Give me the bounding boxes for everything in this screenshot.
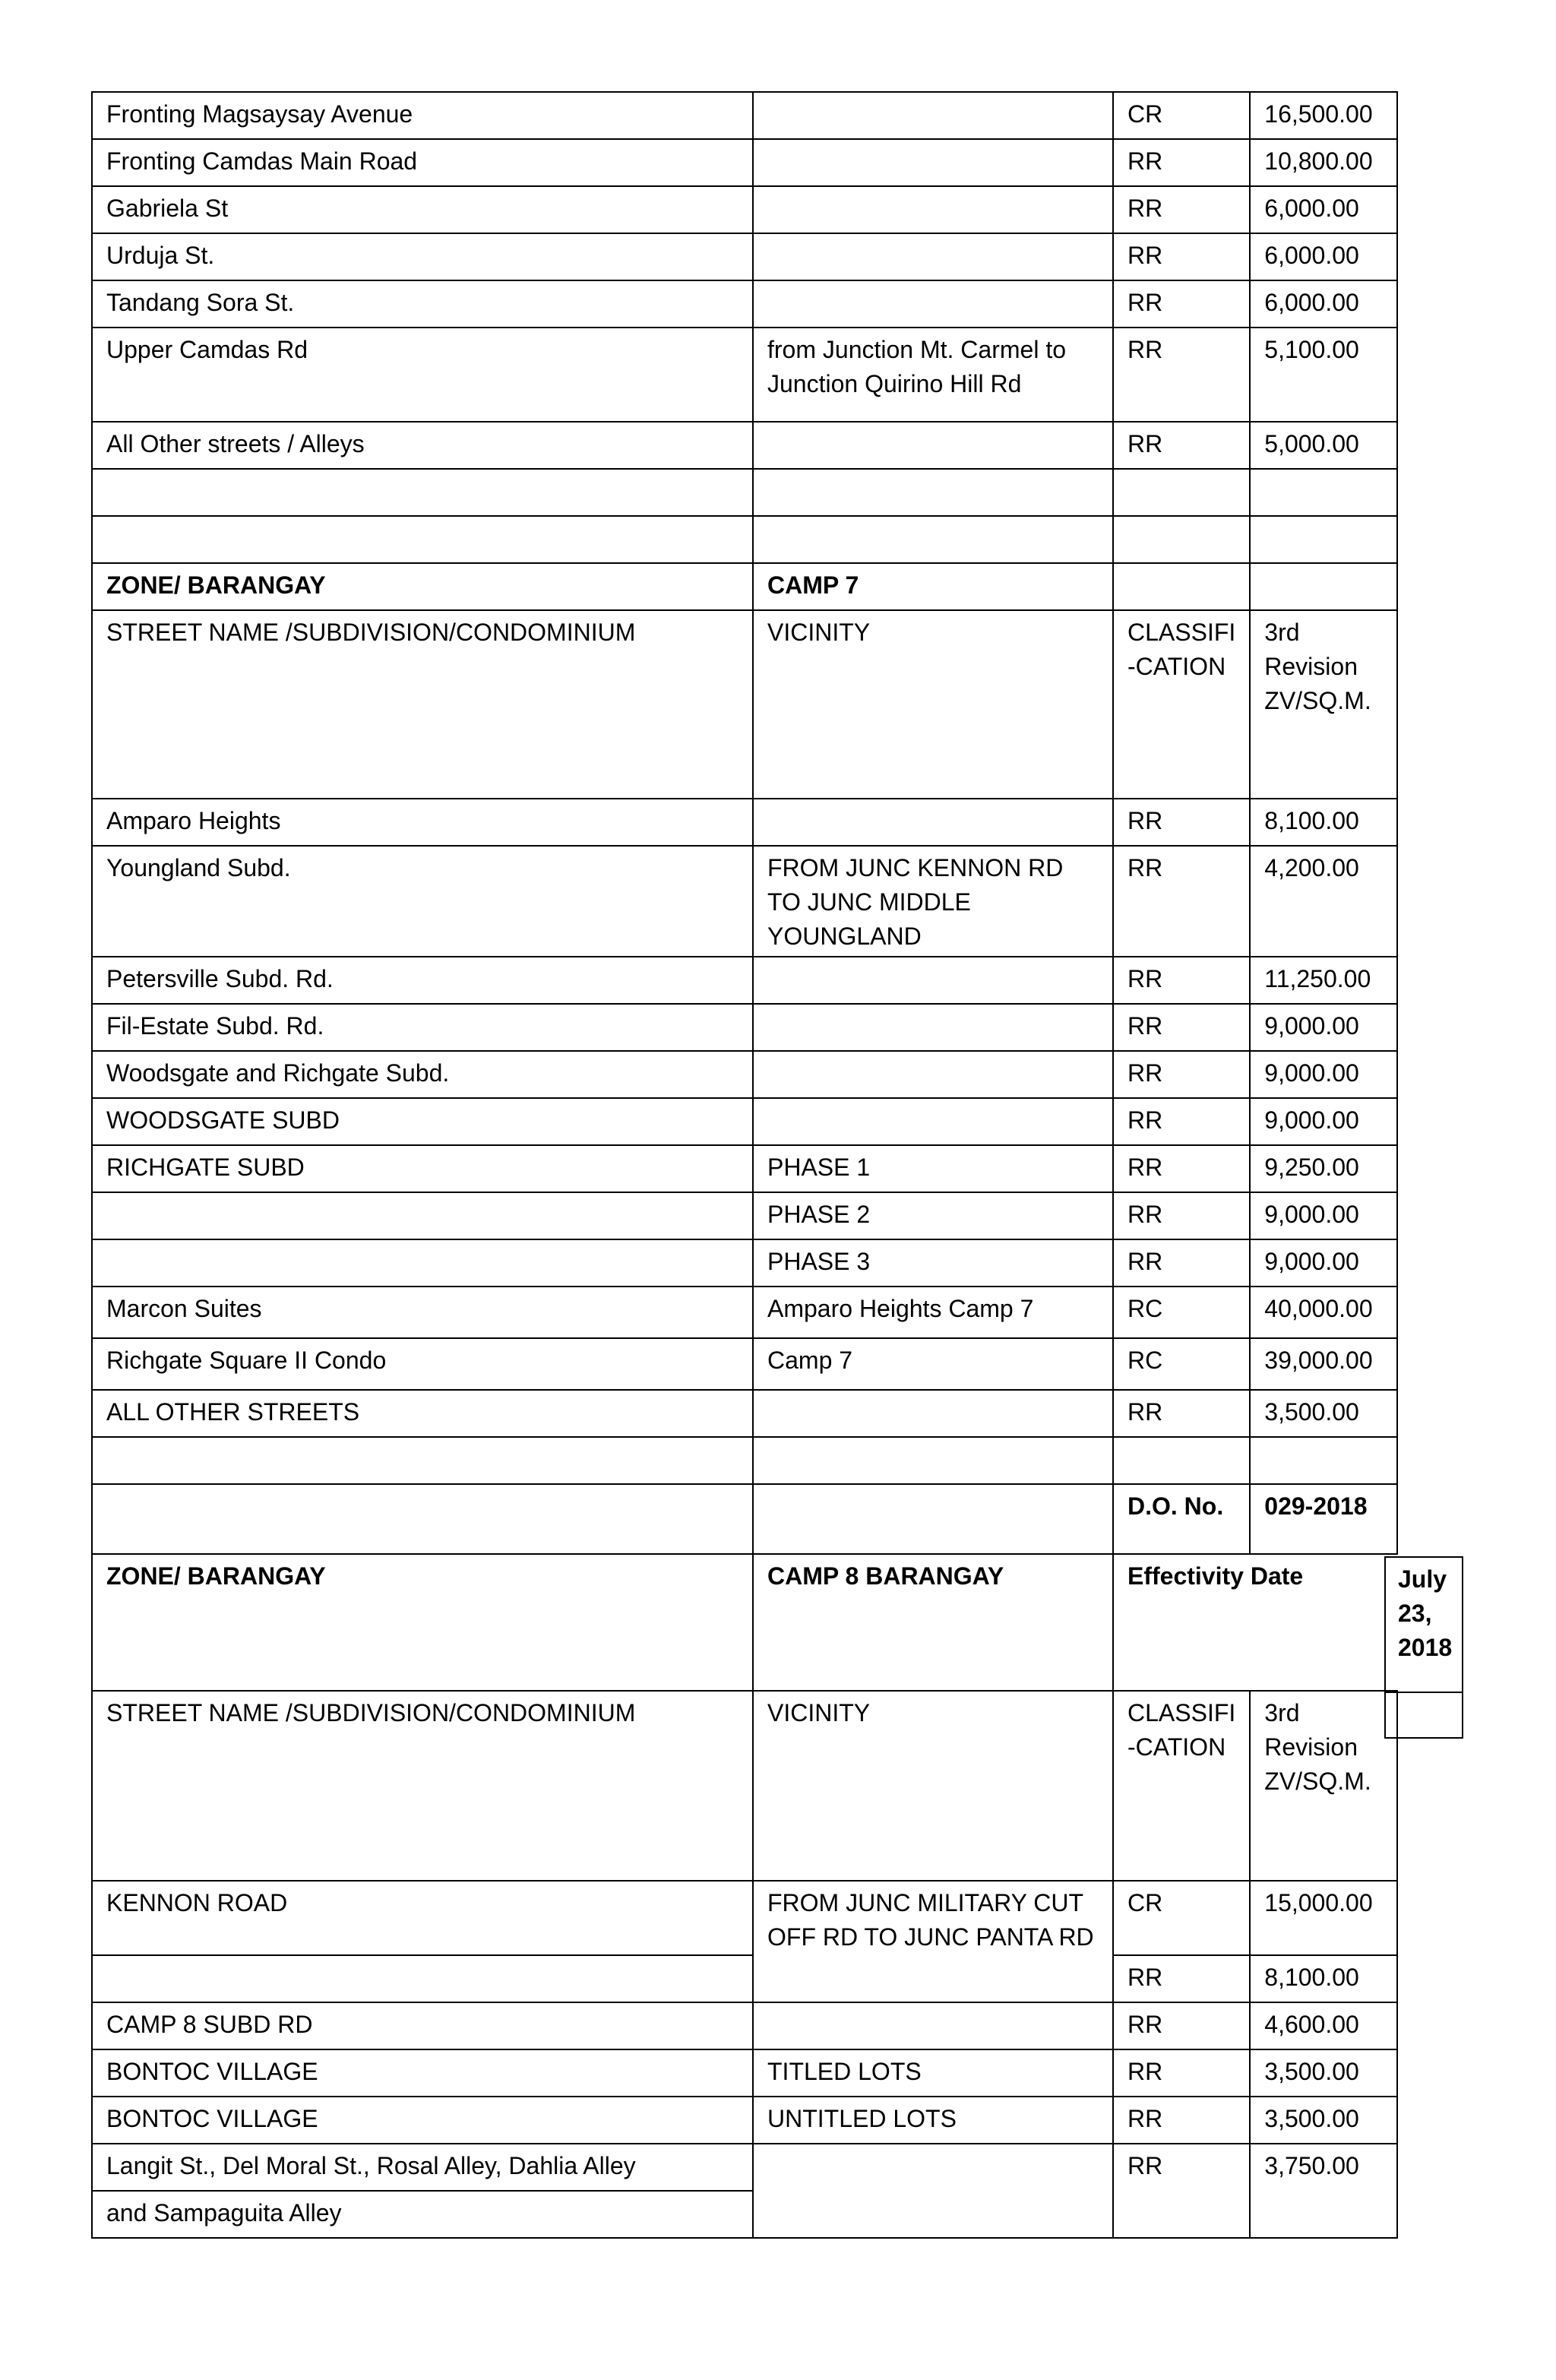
empty-cell <box>1113 1437 1250 1484</box>
table-row <box>92 1051 1397 1098</box>
empty-row <box>92 516 1397 563</box>
empty-cell <box>753 1484 1113 1554</box>
zonal-value-cell: 9,000.00 <box>1250 1098 1397 1145</box>
classification-cell: RR <box>1113 186 1250 233</box>
zone-value: CAMP 7 <box>753 563 1113 610</box>
table-row <box>92 1287 1397 1338</box>
street-header: STREET NAME /SUBDIVISION/CONDOMINIUM <box>92 610 753 799</box>
classification-cell: RR <box>1113 1239 1250 1287</box>
table-row <box>92 233 1397 280</box>
table-row <box>92 1955 1397 2002</box>
empty-cell <box>92 1484 753 1554</box>
zonal-value-cell: 11,250.00 <box>1250 957 1397 1004</box>
effectivity-date-label: Effectivity Date <box>1113 1554 1397 1691</box>
table-row <box>92 2049 1397 2097</box>
table-row <box>92 1338 1397 1390</box>
table-row <box>92 422 1397 469</box>
vicinity-cell <box>753 2144 1113 2238</box>
zonal-value-cell: 3,500.00 <box>1250 2097 1397 2144</box>
empty-cell <box>1250 563 1397 610</box>
zonal-value-cell: 6,000.00 <box>1250 280 1397 328</box>
zone-header-row <box>92 1554 1397 1691</box>
empty-cell <box>1250 516 1397 563</box>
zone-value: CAMP 8 BARANGAY <box>753 1554 1113 1691</box>
empty-cell <box>92 469 753 516</box>
zonal-value-cell: 5,100.00 <box>1250 328 1397 422</box>
table-row <box>92 2144 1397 2191</box>
street-cell: ALL OTHER STREETS <box>92 1390 753 1437</box>
empty-cell <box>92 1437 753 1484</box>
classification-cell: RR <box>1113 2097 1250 2144</box>
vicinity-cell: PHASE 3 <box>753 1239 1113 1287</box>
classification-cell: RR <box>1113 1145 1250 1192</box>
zonal-value-cell: 9,000.00 <box>1250 1004 1397 1051</box>
zonal-value-cell: 10,800.00 <box>1250 139 1397 186</box>
street-cell: CAMP 8 SUBD RD <box>92 2002 753 2049</box>
classification-cell: RR <box>1113 280 1250 328</box>
table-row <box>92 2002 1397 2049</box>
street-cell <box>92 1239 753 1287</box>
table-row <box>92 957 1397 1004</box>
vicinity-cell: PHASE 1 <box>753 1145 1113 1192</box>
zonal-value-cell: 8,100.00 <box>1250 799 1397 846</box>
zonal-value-cell: 9,000.00 <box>1250 1051 1397 1098</box>
classification-cell: RR <box>1113 233 1250 280</box>
street-cell: RICHGATE SUBD <box>92 1145 753 1192</box>
zonal-value-table <box>91 91 1398 2239</box>
vicinity-header: VICINITY <box>753 1691 1113 1881</box>
zonal-value-cell: 3,500.00 <box>1250 1390 1397 1437</box>
empty-cell <box>1113 469 1250 516</box>
street-cell: Woodsgate and Richgate Subd. <box>92 1051 753 1098</box>
classification-cell: RR <box>1113 1192 1250 1239</box>
zonal-value-cell: 4,200.00 <box>1250 846 1397 957</box>
vicinity-cell: FROM JUNC KENNON RD TO JUNC MIDDLE YOUNGLAND <box>753 846 1113 957</box>
zonal-value-cell: 8,100.00 <box>1250 1955 1397 2002</box>
street-cell: Urduja St. <box>92 233 753 280</box>
classification-cell: RC <box>1113 1338 1250 1390</box>
table-row <box>92 92 1397 139</box>
classification-cell: RC <box>1113 1287 1250 1338</box>
vicinity-header: VICINITY <box>753 610 1113 799</box>
zone-label: ZONE/ BARANGAY <box>92 563 753 610</box>
vicinity-cell <box>753 1004 1113 1051</box>
vicinity-cell <box>753 1051 1113 1098</box>
empty-cell <box>1384 1693 1463 1739</box>
empty-cell <box>1113 563 1250 610</box>
vicinity-cell: Camp 7 <box>753 1338 1113 1390</box>
zonal-value-cell: 39,000.00 <box>1250 1338 1397 1390</box>
vicinity-cell: TITLED LOTS <box>753 2049 1113 2097</box>
classification-cell: RR <box>1113 1004 1250 1051</box>
empty-row <box>92 469 1397 516</box>
zonal-value-header: 3rd Revision ZV/SQ.M. <box>1250 1691 1397 1881</box>
zonal-value-header: 3rd Revision ZV/SQ.M. <box>1250 610 1397 799</box>
effectivity-date-value: July 23, 2018 <box>1384 1556 1463 1693</box>
table-row <box>92 1239 1397 1287</box>
zonal-value-cell: 6,000.00 <box>1250 233 1397 280</box>
classification-cell: RR <box>1113 422 1250 469</box>
vicinity-cell <box>753 139 1113 186</box>
do-label: D.O. No. <box>1113 1484 1250 1554</box>
classification-cell: RR <box>1113 957 1250 1004</box>
empty-cell <box>1250 1437 1397 1484</box>
vicinity-cell <box>753 92 1113 139</box>
classification-cell: CR <box>1113 92 1250 139</box>
zonal-value-cell: 9,000.00 <box>1250 1239 1397 1287</box>
classification-cell: RR <box>1113 2049 1250 2097</box>
street-cell: Youngland Subd. <box>92 846 753 957</box>
street-cell: Upper Camdas Rd <box>92 328 753 422</box>
street-cell: Tandang Sora St. <box>92 280 753 328</box>
street-cell: Amparo Heights <box>92 799 753 846</box>
classification-cell: RR <box>1113 2002 1250 2049</box>
zone-header-row <box>92 563 1397 610</box>
classification-cell: RR <box>1113 1955 1250 2002</box>
table-row <box>92 1192 1397 1239</box>
street-cell: KENNON ROAD <box>92 1881 753 1955</box>
vicinity-cell: FROM JUNC MILITARY CUT OFF RD TO JUNC PANTA RD <box>753 1881 1113 2002</box>
zonal-value-cell: 6,000.00 <box>1250 186 1397 233</box>
vicinity-cell <box>753 233 1113 280</box>
table-row <box>92 139 1397 186</box>
effectivity-date-box <box>1384 1556 1463 1739</box>
classification-cell: RR <box>1113 328 1250 422</box>
street-cell: Fronting Magsaysay Avenue <box>92 92 753 139</box>
empty-cell <box>753 1437 1113 1484</box>
classification-cell: RR <box>1113 139 1250 186</box>
column-header-row <box>92 610 1397 799</box>
do-value: 029-2018 <box>1250 1484 1397 1554</box>
classification-cell: RR <box>1113 1098 1250 1145</box>
street-cell: BONTOC VILLAGE <box>92 2049 753 2097</box>
vicinity-cell: UNTITLED LOTS <box>753 2097 1113 2144</box>
vicinity-cell <box>753 1098 1113 1145</box>
table-row <box>92 280 1397 328</box>
table-row <box>92 1881 1397 1955</box>
street-cell: Gabriela St <box>92 186 753 233</box>
table-row <box>92 1004 1397 1051</box>
classification-cell: CR <box>1113 1881 1250 1955</box>
street-cell: Richgate Square II Condo <box>92 1338 753 1390</box>
vicinity-cell <box>753 799 1113 846</box>
classification-header: CLASSIFI -CATION <box>1113 1691 1250 1881</box>
empty-row <box>92 1437 1397 1484</box>
street-cell: and Sampaguita Alley <box>92 2191 753 2238</box>
classification-header: CLASSIFI -CATION <box>1113 610 1250 799</box>
zonal-value-cell: 3,750.00 <box>1250 2144 1397 2238</box>
street-header: STREET NAME /SUBDIVISION/CONDOMINIUM <box>92 1691 753 1881</box>
vicinity-cell <box>753 2002 1113 2049</box>
street-cell <box>92 1192 753 1239</box>
table-row <box>92 1390 1397 1437</box>
classification-cell: RR <box>1113 1051 1250 1098</box>
vicinity-cell: PHASE 2 <box>753 1192 1113 1239</box>
street-cell: Fil-Estate Subd. Rd. <box>92 1004 753 1051</box>
street-cell: WOODSGATE SUBD <box>92 1098 753 1145</box>
street-cell: Petersville Subd. Rd. <box>92 957 753 1004</box>
zonal-value-cell: 40,000.00 <box>1250 1287 1397 1338</box>
classification-cell: RR <box>1113 2144 1250 2238</box>
empty-cell <box>1250 469 1397 516</box>
zonal-value-cell: 5,000.00 <box>1250 422 1397 469</box>
empty-cell <box>753 516 1113 563</box>
zonal-value-cell: 16,500.00 <box>1250 92 1397 139</box>
zonal-value-cell: 9,000.00 <box>1250 1192 1397 1239</box>
zonal-value-cell: 4,600.00 <box>1250 2002 1397 2049</box>
vicinity-cell: Amparo Heights Camp 7 <box>753 1287 1113 1338</box>
table-row <box>92 2097 1397 2144</box>
classification-cell: RR <box>1113 1390 1250 1437</box>
zonal-value-cell: 9,250.00 <box>1250 1145 1397 1192</box>
vicinity-cell <box>753 957 1113 1004</box>
table-row <box>92 799 1397 846</box>
street-cell: Marcon Suites <box>92 1287 753 1338</box>
vicinity-cell <box>753 422 1113 469</box>
column-header-row <box>92 1691 1397 1881</box>
vicinity-cell <box>753 280 1113 328</box>
zonal-value-cell: 3,500.00 <box>1250 2049 1397 2097</box>
empty-cell <box>92 1955 753 2002</box>
street-cell: All Other streets / Alleys <box>92 422 753 469</box>
vicinity-cell: from Junction Mt. Carmel to Junction Quirino Hill Rd <box>753 328 1113 422</box>
street-cell: BONTOC VILLAGE <box>92 2097 753 2144</box>
zonal-value-cell: 15,000.00 <box>1250 1881 1397 1955</box>
street-cell: Fronting Camdas Main Road <box>92 139 753 186</box>
vicinity-cell <box>753 186 1113 233</box>
empty-cell <box>753 469 1113 516</box>
table-row <box>92 1145 1397 1192</box>
table-row <box>92 1098 1397 1145</box>
zone-label: ZONE/ BARANGAY <box>92 1554 753 1691</box>
table-row <box>92 846 1397 957</box>
empty-cell <box>92 516 753 563</box>
table-row <box>92 328 1397 422</box>
empty-cell <box>1113 516 1250 563</box>
vicinity-cell <box>753 1390 1113 1437</box>
classification-cell: RR <box>1113 799 1250 846</box>
street-cell: Langit St., Del Moral St., Rosal Alley, Dahlia Alley <box>92 2144 753 2191</box>
classification-cell: RR <box>1113 846 1250 957</box>
do-number-row <box>92 1484 1397 1554</box>
table-row <box>92 186 1397 233</box>
